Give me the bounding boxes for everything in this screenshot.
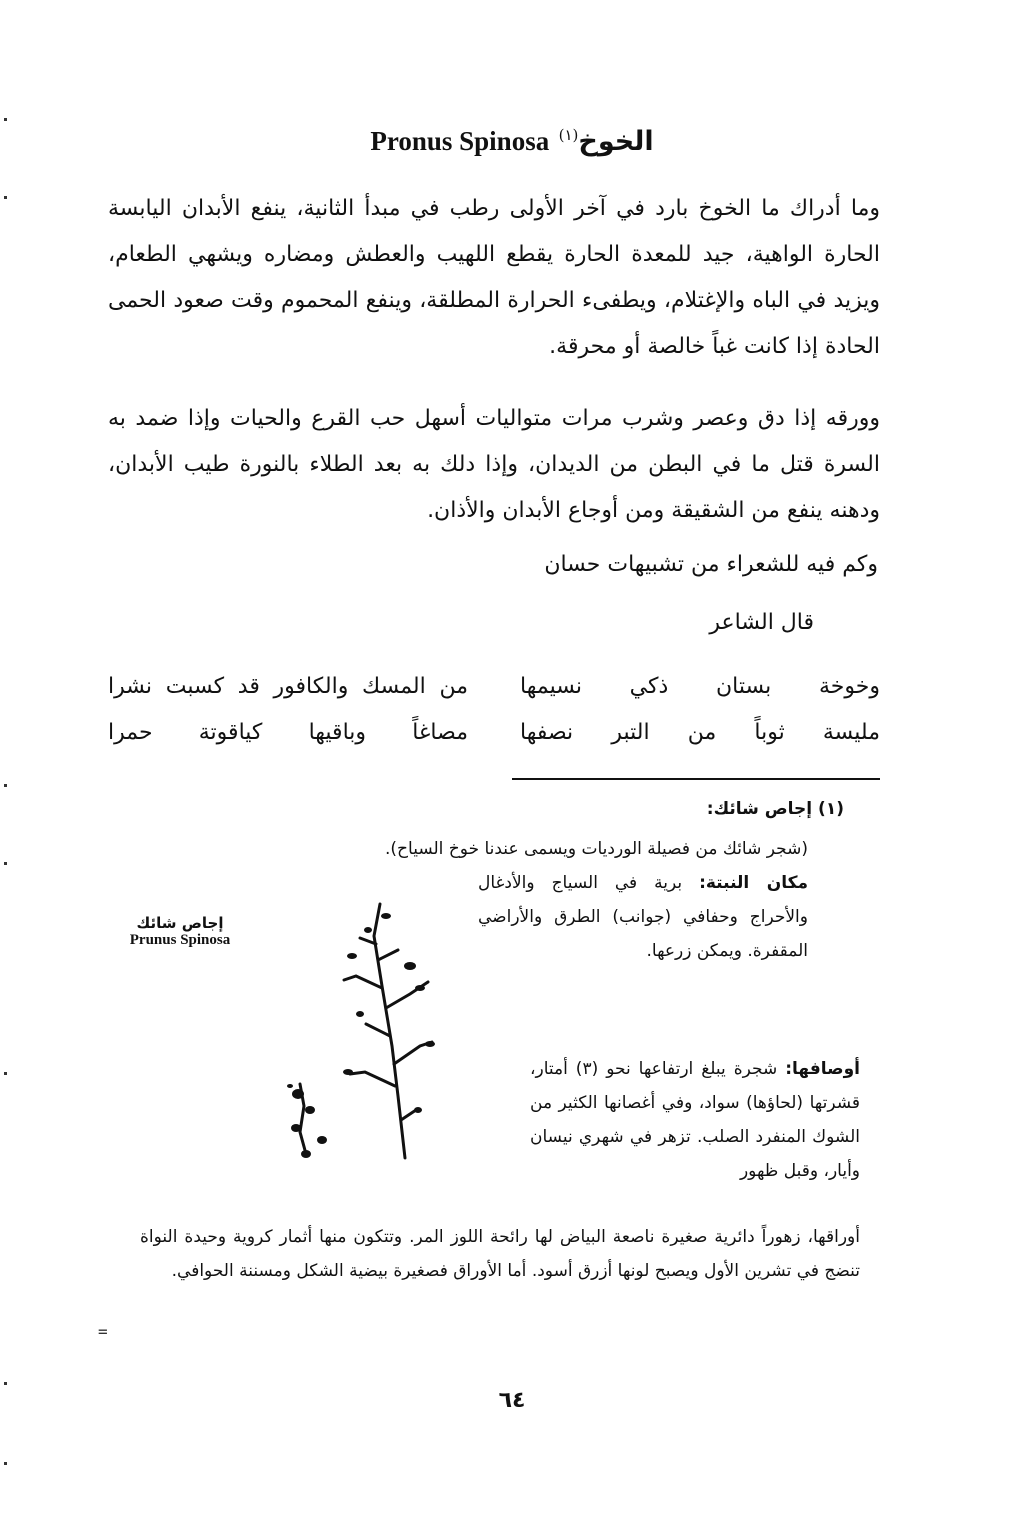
figure-caption-latin: Prunus Spinosa [129,932,231,948]
figure-caption-arabic: إجاص شائك [136,914,224,932]
habitat-text: برية في السياج والأدغال والأحراج وحفافي (جوانب) الطرق والأراضي المقفرة. ويمكن زرعها. [478,873,808,961]
verse-row [108,674,880,720]
footnote-habitat [478,866,808,968]
blackthorn-branch-illustration [270,896,460,1166]
verse-row [108,720,880,766]
footnote-line-1: (شجر شائك من فصيلة الورديات ويسمى عندنا خوخ السياح). [385,839,808,859]
verse-first-hemistich: مليسة ثوباً من التبر نصفها [520,720,880,745]
title-note-ref: (١) [558,126,579,144]
footnote-heading: (١) إجاص شائك: [706,799,844,819]
margin-equals-mark: = [98,1322,108,1341]
page-title [0,126,1024,157]
margin-mark [4,1382,7,1385]
figure-caption [110,914,250,949]
intro-line: وكم فيه للشعراء من تشبيهات حسان [544,552,878,577]
margin-mark [4,1072,7,1075]
title-arabic: الخوخ [578,126,654,157]
margin-mark [4,196,7,199]
margin-mark [4,784,7,787]
paragraph-2: وورقه إذا دق وعصر وشرب مرات متواليات أسهل حب القرع والحيات وإذا ضمد به السرة قتل ما في البطن من الديدان، وإذا دلك به بعد الطلاء بالنورة طيب الأبدان، ودهنه ينفع من الشقيقة ومن أوجاع الأبدان والأذان. [108,406,880,523]
habitat-label: مكان النبتة: [699,873,808,893]
footnote-description-continued: أوراقها، زهوراً دائرية صغيرة ناصعة البياض لها رائحة اللوز المر. وتتكون منها أثمار كروية وحيدة النواة تنضج في تشرين الأول ويصبح لونها أزرق أسود. أما الأوراق فصغيرة بيضية الشكل ومسننة الحوافي. [140,1227,860,1281]
description-label: أوصافها: [785,1059,860,1079]
footnote-description [530,1052,860,1188]
margin-mark [4,118,7,121]
margin-mark [4,1462,7,1465]
margin-mark [4,862,7,865]
description-text: شجرة يبلغ ارتفاعها نحو (٣) أمتار، قشرتها (لحاؤها) سواد، وفي أغصانها الكثير من الشوك المنفرد الصلب. تزهر في شهري نيسان وأيار، وقبل ظهور [530,1059,860,1181]
verse-second-hemistich: من المسك والكافور قد كسبت نشرا [108,674,468,699]
paragraph-1: وما أدراك ما الخوخ بارد في آخر الأولى رطب في مبدأ الثانية، ينفع الأبدان اليابسة الحارة الواهية، جيد للمعدة الحارة يقطع اللهيب والعطش ومضاره ويشهي الطعام، ويزيد في الباه والإغتلام، ويطفىء الحرارة المطلقة، وينفع المحموم وقت صعود الحمى الحادة إذا كانت غباً خالصة أو محرقة. [108,196,880,359]
verse-second-hemistich: مصاغاً وباقيها كياقوتة حمرا [108,720,468,745]
title-latin: Pronus Spinosa [370,126,550,156]
footnote-separator [512,778,880,780]
verse-first-hemistich: وخوخة بستان ذكي نسيمها [520,674,880,699]
poet-line: قال الشاعر [709,610,814,635]
page-number: ٦٤ [498,1388,526,1413]
